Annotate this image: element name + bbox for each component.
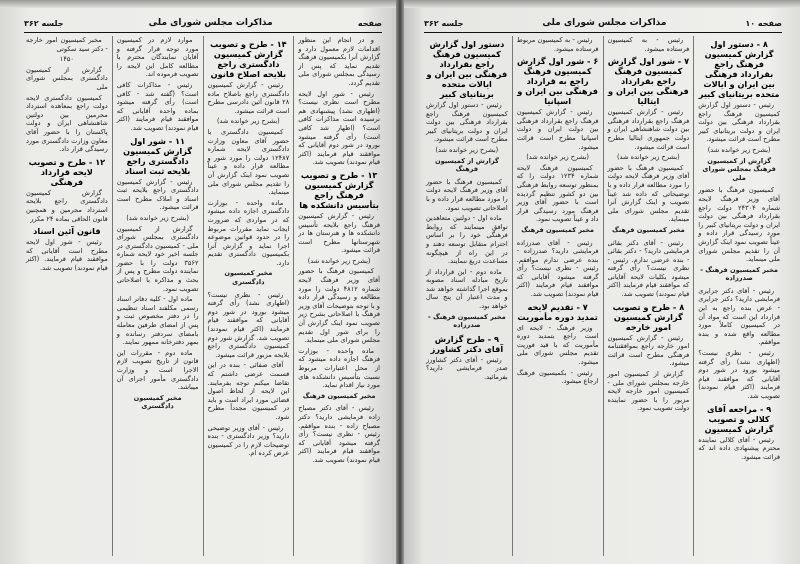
section-heading: ۹ - طرح گزارش آقای دکتر کشاورز <box>430 333 504 354</box>
session-number: جلسه ۳۶۲ <box>24 18 64 28</box>
text-column <box>422 36 512 556</box>
paragraph: رئیس - آقای دکتر جزایری فرمایشی دارید؟ دکتر جزایری - عرض بنده راجع به این قرارداد این است که مواد آن در کمیسیون کاملاً مورد مطالعه واقع شده و بنده موافقم. <box>698 286 780 347</box>
paragraph: ماده دوم - این قرارداد از تاریخ مبادله اسناد مصوبه بموقع اجرا گذاشته خواهد شد و مدت اعتبار آن پنج سال خواهد بود. <box>426 267 508 311</box>
caption-line: (بشرح زیر خوانده شد) <box>707 145 771 154</box>
section-heading: ۱۳ - طرح و تصویب گزارش کمیسیون فرهنگ راجع بتأسیس دانشکده ها <box>299 169 379 210</box>
page-header <box>424 16 782 33</box>
paragraph: رئیس - آقای کلالی نماینده محترم پیشنهادی داده اند که قرائت میشود. <box>698 435 780 461</box>
paragraph: رئیس - آقای دکتر بقائی فرمایشی دارید؟ - دکتر بقائی - بنده عرضی ندارم. رئیس - نظری نیست؟ رأی گرفته میشود بکلیات لایحه آقایانی که موافقند قیام فرمایند (اکثر قیام نمودند) تصویب شد. <box>607 238 690 299</box>
paragraph: رئیس - دستور اول گزارش کمیسیون فرهنگ راجع بقرارداد فرهنگی بین دولت ایران و دولت بریتانیای کبیر مطرح است قرائت میشود. <box>426 101 508 144</box>
paragraph: آقای صفائی - بنده در این قسمت عرضی داشتم که تقاضا میکنم توجه بفرمایند. این لایحه از لحاظ اصول قضائی مورد ایراد است و باید در کمیسیون مجدداً مطرح شود. <box>207 361 290 421</box>
caption-line: مخبر کمیسیون فرهنگ - صدرزاده <box>700 265 779 283</box>
caption-line: (بشرح زیر خوانده شد) <box>307 256 371 265</box>
caption-line: (بشرح زیر خوانده شد) <box>126 213 189 222</box>
paragraph: کمیسیون دادگستری با حضور آقای معاون وزارت دادگستری لایحه شماره ۱۲۴۸۷ دولت را مورد شور و مطالعه قرار داده و عیناً تصویب نمود اینک گزارش آن را تقدیم مجلس شورای ملی مینماید. <box>207 127 290 197</box>
paragraph: کمیسیون فرهنگ با حضور آقای وزیر فرهنگ لایحه دولت را مورد مطالعه قرار داده و با توضیحاتی که داده شد عیناً تصویب و اینک گزارش آنرا تقدیم مجلس شورای ملی مینماید. <box>607 163 690 224</box>
paragraph: رئیس - آقای دکتر مصباح زاده فرمایشی دارید؟ دکتر مصباح زاده - بنده موافقم. رئیس - نظری نیست؟ رأی گرفته میشود آقایانی که موافقند قیام فرمایند (اکثر قیام نمودند) تصویب شد. <box>298 404 380 464</box>
paragraph: رئیس - گزارش کمیسیون فرهنگ راجع بقرارداد فرهنگی بین دولت شاهنشاهی ایران و دولت جمهوری ایتالیا مطرح است قرائت میشود. <box>607 108 690 151</box>
page-edge <box>0 0 400 8</box>
session-number: جلسه ۳۶۲ <box>424 18 464 28</box>
section-heading: ۹ - مراجعه آقای کلالی و تصویب گزارش کمیسیون <box>704 403 774 434</box>
paragraph: گزارش از کمیسیون امور خارجه بمجلس شورای ملی - کمیسیون امور خارجه لایحه مزبور را با حضور نماینده دولت تصویب نمود. <box>607 370 690 413</box>
paragraph: کمیسیون فرهنگ با حضور آقای وزیر فرهنگ لایحه شماره ۴۸۱۲ دولت را مورد مطالعه و رسیدگی قرار داده و با توجه بتوضیحات آقای وزیر فرهنگ با اصلاحاتی بشرح زیر تصویب نمود اینک گزارش آن را برای شور اول تقدیم مجلس شورای ملی مینماید. <box>298 267 380 345</box>
book-gutter <box>396 0 404 564</box>
section-heading: دستور اول گزارش کمیسیون فرهنگ راجع بقرارداد فرهنگی بین ایران و ایالات متحده بریتانیای کبیر <box>426 39 508 99</box>
paragraph: و در انجام این منظور اقدامات لازم معمول دارد و گزارش آنرا بکمیسیون فرهنگ تقدیم نماید که پس از رسیدگی بمجلس شورای ملی تقدیم گردد. <box>298 36 380 87</box>
paragraph: رئیس - آقای دکتر کشاورز صدر فرمایشی دارید؟ بفرمائید. <box>426 355 508 382</box>
paragraph: رئیس - آقای صدرزاده فرمایشی دارید؟ صدرزاده - بنده عرضی ندارم موافقم. رئیس - نظری نیست؟ رأی گرفته میشود آقایانی که موافقند قیام فرمایند (اکثر قیام نمودند) تصویب شد. <box>516 238 599 299</box>
caption-line: (بشرح زیر خوانده شد) <box>216 117 280 126</box>
paragraph: ماده واحده - بوزارت دادگستری اجازه داده میشود که در مواردی که ضرورت ایجاب نماید مقررات مربوط را در حدود قوانین موضوعه اجرا نماید و گزارش آنرا بکمیسیون دادگستری تقدیم دارد. <box>207 198 290 267</box>
paragraph: رئیس - دستور اول گزارش کمیسیون فرهنگ راجع بقرارداد فرهنگی بین دولت ایران و دولت بریتانیای کبیر مطرح است قرائت میشود. <box>698 101 780 144</box>
paragraph: رئیس - مذاکرات کافی است؟ (گفته شد - کافی است) رأی گرفته میشود بماده واحده آقایانی که موافقند قیام فرمایند (اکثر قیام نمودند) تصویب شد. <box>116 80 199 132</box>
caption-line: مخبر کمیسیون فرهنگ - صدرزاده <box>427 312 506 330</box>
paragraph: رئیس - بکمیسیون فرهنگ ارجاع میشود. <box>516 368 599 386</box>
caption-line: (بشرح زیر خوانده شد) <box>616 153 680 162</box>
caption-line: ۱۴۵۰ <box>59 55 74 64</box>
caption-line: (بشرح زیر خوانده شد) <box>526 153 589 162</box>
paragraph: کمیسیون فرهنگ با حضور آقای وزیر فرهنگ لایحه دولت را مورد مطالعه قرار داده و با اصلاحاتی تصویب نمود. <box>426 177 508 212</box>
section-heading: ۷ - تقدیم لایحه تمدید دوره مأموریت <box>517 301 598 322</box>
section-heading: ۱۴ - طرح و تصویب گزارش کمیسیون دادگستری راجع بلایحه اصلاح قانون <box>210 39 287 79</box>
section-heading: ۱۲ - طرح و تصویب لایحه قرارداد فرهنگی <box>28 156 106 187</box>
text-column <box>22 36 112 556</box>
caption-line: مخبر کمیسیون فرهنگ <box>611 225 685 234</box>
section-heading: ۸ - طرح و تصویب گزارش کمیسیون امور خارجه <box>612 301 685 332</box>
paragraph: رئیس - آقای وزیر توضیحی دارید؟ وزیر دادگستری - بنده توضیحات لازم را در کمیسیون عرض کرده ام. <box>207 423 290 458</box>
page-label: صفحه ۱۰ <box>745 18 782 28</box>
section-heading: ۶ - شور اول گزارش کمیسیون فرهنگ راجع به قرارداد فرهنگی بین ایران و اسپانیا <box>516 56 599 107</box>
caption-line: مخبر کمیسیون فرهنگ <box>302 391 376 400</box>
paragraph: گزارش از کمیسیون دادگستری بمجلس شورای ملی - کمیسیون دادگستری در جلسه اخیر خود لایحه شماره ۳۵۶۲ دولت را با حضور نماینده دولت مطرح و پس از بحث و مذاکره با اصلاحاتی تصویب نمود. <box>116 224 199 293</box>
paragraph: رئیس - نظری نیست؟ (اظهاری نشد) رأی گرفته میشود بورود در شور دوم آقایانی که موافقند قیام فرمایند (اکثر قیام نمودند) تصویب شد. <box>698 349 780 400</box>
paragraph: موارد لازم در کمیسیون مورد توجه قرار گرفته و آقایان نمایندگان محترم با مطالعه کامل این لایحه را تصویب فرموده اند. <box>116 36 199 79</box>
paragraph: رئیس - شور اول لایحه مطرح است نظری نیست؟ (اظهاری نشد) پیشنهادی هم نرسیده است مذاکرات کافی است؟ (اظهار شد کافی است) رأی گرفته میشود بورود در شور دوم آقایانی که موافقند قیام فرمایند (اکثر قیام نمودند) تصویب شد. <box>298 89 380 167</box>
caption-line: مخبر کمیسیون فرهنگ <box>521 225 594 234</box>
caption-line: (بشرح زیر خوانده شد) <box>435 145 499 154</box>
paragraph: رئیس - به کمیسیون مربوط فرستاده میشود. <box>516 36 599 53</box>
paragraph: رئیس - گزارش کمیسیون فرهنگ راجع بقرارداد فرهنگی بین دولت ایران و دولت اسپانیا مطرح است قرائت میشود. <box>516 108 599 151</box>
paragraph: ماده اول - کلیه دفاتر اسناد رسمی مکلفند اسناد تنظیمی را در دفتر مخصوص ثبت و پس از امضای طرفین معامله بامضای سردفتر رسانده و بمهر دفترخانه ممهور نمایند. <box>116 295 199 347</box>
paragraph: کمیسیون فرهنگ لایحه شماره ۱۲۳۴ دولت را که بمنظور توسعه روابط فرهنگی بین دو کشور تنظیم گردیده است با حضور آقای وزیر فرهنگ مورد رسیدگی قرار داد و عیناً تصویب نمود. <box>516 163 599 224</box>
caption-line: گزارش از کمیسیون فرهنگ <box>434 156 499 174</box>
caption-line: گزارش از کمیسیون فرهنگ بمجلس شورای ملی <box>702 156 776 182</box>
text-column <box>112 36 203 556</box>
page-edge <box>400 0 800 8</box>
section-heading: ۱۱ - شور اول گزارش کمیسیون دادگستری راجع بلایحه ثبت اسناد <box>123 135 193 176</box>
paragraph: کمیسیون فرهنگ با حضور آقای وزیر فرهنگ لایحه شماره ۲۴۳۰۴ دولت راجع بقرارداد فرهنگی بین دولت ایران و دولت بریتانیای کبیر را مورد رسیدگی قرار داده و عیناً تصویب نمود اینک گزارش آن را تقدیم مجلس شورای ملی مینماید. <box>698 186 780 264</box>
text-column <box>293 36 384 556</box>
text-columns <box>22 36 384 556</box>
paragraph: گزارش از کمیسیون دادگستری بمجلس شورای ملی <box>26 65 108 91</box>
paragraph: کمیسیون دادگستری لایحه دولت راجع بمعاهده استرداد مجرمین بین دولتین شاهنشاهی ایران و دولت پاکستان را با حضور آقای معاون وزارت دادگستری مورد رسیدگی قرار داد. <box>26 93 108 154</box>
section-heading: قانون آئین اسناد <box>33 226 101 237</box>
paragraph: رئیس - شور اول لایحه مطرح است آقایانی که موافقند قیام فرمایند. (اکثر قیام نمودند) تصویب شد. <box>26 238 108 272</box>
text-column <box>603 36 694 556</box>
section-heading: ۸ - دستور اول گزارش کمیسیون فرهنگ راجع بقرارداد فرهنگی بین ایران و ایالات متحده بریتانیای کبیر <box>698 39 780 99</box>
text-column <box>203 36 294 556</box>
publication-title: مذاکرات مجلس شورای ملی <box>542 18 667 28</box>
caption-line: مخبر کمیسیون دادگستری <box>224 269 273 287</box>
paragraph: رئیس - گزارش کمیسیون فرهنگ راجع بلایحه تأسیس دانشکده ها و هنرستان ها در شهرستانها مطرح است قرائت میشود. <box>298 211 380 255</box>
text-column <box>693 36 784 556</box>
paragraph: وزیر فرهنگ - لایحه ای است راجع بتمدید دوره مأموریت که با قید فوریت تقدیم مجلس شورای ملی میشود. <box>516 323 599 367</box>
caption-line: مخبر کمیسیون دادگستری <box>133 393 182 411</box>
text-column <box>512 36 603 556</box>
page-label: صفحه <box>357 18 382 28</box>
paragraph: گزارش کمیسیون دادگستری راجع بلایحه استرداد مجرمین و همچنین قانون الحاقی بماده ۲۴ مکرر <box>26 188 108 223</box>
paragraph: رئیس - نظری نیست؟ (اظهاری نشد) رأی گرفته میشود بورود در شور دوم آقایانی که موافقند قیام فرمایند (اکثر قیام نمودند) تصویب شد. گزارش شور دوم کمیسیون دادگستری راجع بلایحه مزبور قرائت میشود. <box>207 290 290 359</box>
paragraph: رئیس - گزارش کمیسیون دادگستری راجع بلایحه ثبت اسناد و املاک مطرح است قرائت میشود. <box>116 177 199 212</box>
publication-title: مذاکرات مجلس شورای ملی <box>148 18 273 28</box>
paragraph: ماده واحده - بوزارت فرهنگ اجازه داده میشود که از محل اعتبارات مربوط نسبت بتأسیس دانشکده های مورد نیاز اقدام نماید. <box>298 346 380 390</box>
section-heading: ۷ - شور اول گزارش کمیسیون فرهنگ راجع بقرارداد فرهنگی بین ایران و ایتالیا <box>607 56 690 107</box>
paragraph: رئیس - گزارش کمیسیون دادگستری راجع باصلاح ماده ۲۸ قانون آئین دادرسی مطرح است قرائت میشود. <box>207 81 290 115</box>
paragraph: ماده اول - دولتین متعاهدین توافق مینمایند که روابط فرهنگی خود را بر اساس احترام متقابل توسعه دهند و در این راه از هیچگونه مساعدت دریغ ننمایند. <box>426 214 508 266</box>
text-columns <box>422 36 784 556</box>
paragraph: مخبر کمیسیون امور خارجه - دکتر سید سکوتی <box>26 36 108 53</box>
paragraph: رئیس - گزارش کمیسیون امور خارجه راجع بموافقتنامه فرهنگی مطرح است قرائت میشود. <box>607 333 690 368</box>
paragraph: رئیس - به کمیسیون فرستاده میشود. <box>607 36 690 53</box>
page-header <box>24 16 382 33</box>
paragraph: ماده دوم - مقررات این قانون از تاریخ تصویب لازم الاجرا است و وزارت دادگستری مأمور اجرای آن میباشد. <box>116 348 199 392</box>
right-page <box>400 0 800 564</box>
